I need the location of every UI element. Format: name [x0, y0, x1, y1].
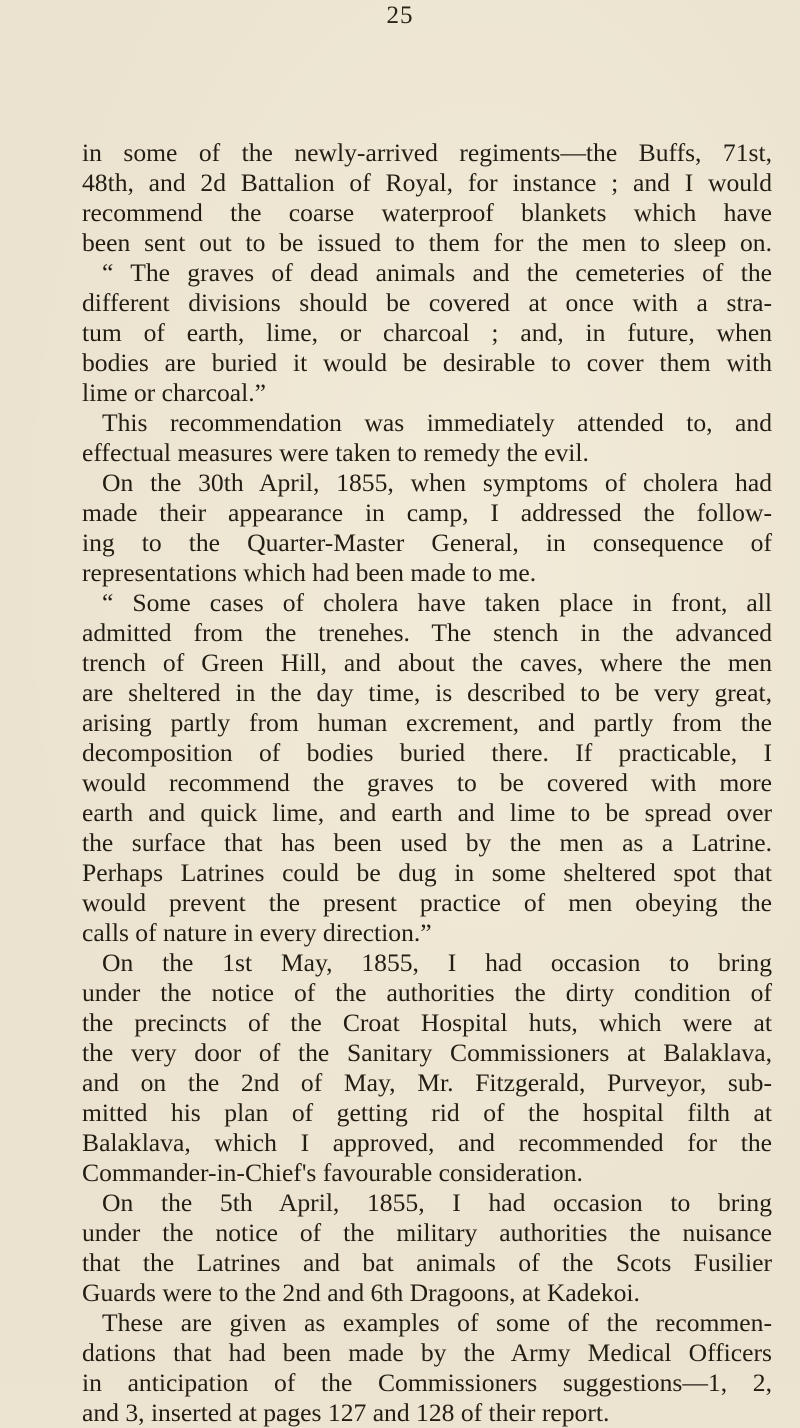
text-line: effectual measures were taken to remedy the evil. — [82, 438, 589, 467]
text-line: Commander-in-Chief's favourable consideration. — [82, 1158, 583, 1187]
text-line: mitted his plan of getting rid of the hospital filth at — [82, 1098, 772, 1127]
text-line: in anticipation of the Commissioners suggestions—1, 2, — [82, 1368, 772, 1397]
text-line: Guards were to the 2nd and 6th Dragoons, at Kadekoi. — [82, 1278, 640, 1307]
text-line: This recommendation was immediately attended to, and — [102, 408, 772, 437]
text-line: and on the 2nd of May, Mr. Fitzgerald, Purveyor, sub- — [82, 1068, 772, 1097]
text-line: “ Some cases of cholera have taken place in front, all — [102, 588, 772, 617]
text-line: ing to the Quarter-Master General, in consequence of — [82, 528, 772, 557]
text-line: recommend the coarse waterproof blankets which have — [82, 198, 772, 227]
page-number: 25 — [386, 2, 414, 29]
text-line: calls of nature in every direction.” — [82, 918, 432, 947]
text-line: in some of the newly-arrived regiments—the Buffs, 71st, — [82, 138, 772, 167]
text-line: trench of Green Hill, and about the caves, where the men — [82, 648, 772, 677]
text-line: bodies are buried it would be desirable to cover them with — [82, 348, 772, 377]
text-line: would recommend the graves to be covered with more — [82, 768, 772, 797]
text-line: different divisions should be covered at once with a stra- — [82, 288, 772, 317]
text-line: lime or charcoal.” — [82, 378, 267, 407]
text-line: made their appearance in camp, I addressed the follow- — [82, 498, 772, 527]
text-line: tum of earth, lime, or charcoal ; and, in future, when — [82, 318, 772, 347]
text-line: dations that had been made by the Army Medical Officers — [82, 1338, 772, 1367]
text-line: been sent out to be issued to them for the men to sleep on. — [82, 228, 772, 257]
text-line: that the Latrines and bat animals of the Scots Fusilier — [82, 1248, 772, 1277]
text-line: representations which had been made to me. — [82, 558, 537, 587]
text-line: are sheltered in the day time, is described to be very great, — [82, 678, 772, 707]
text-line: 48th, and 2d Battalion of Royal, for instance ; and I would — [82, 168, 772, 197]
text-line: “ The graves of dead animals and the cemeteries of the — [102, 258, 772, 287]
text-line: under the notice of the authorities the dirty condition of — [82, 978, 772, 1007]
text-line: On the 30th April, 1855, when symptoms of cholera had — [102, 468, 772, 497]
text-line: Balaklava, which I approved, and recommended for the — [82, 1128, 772, 1157]
text-line: decomposition of bodies buried there. If practicable, I — [82, 738, 772, 767]
text-line: On the 1st May, 1855, I had occasion to bring — [102, 948, 772, 977]
text-line: would prevent the present practice of men obeying the — [82, 888, 772, 917]
text-line: Perhaps Latrines could be dug in some sheltered spot that — [82, 858, 772, 887]
text-line: These are given as examples of some of the recommen- — [102, 1308, 772, 1337]
text-line: under the notice of the military authorities the nuisance — [82, 1218, 772, 1247]
text-line: On the 5th April, 1855, I had occasion to bring — [102, 1188, 772, 1217]
text-line: the precincts of the Croat Hospital huts, which were at — [82, 1008, 772, 1037]
text-line: the very door of the Sanitary Commissioners at Balaklava, — [82, 1038, 772, 1067]
text-line: and 3, inserted at pages 127 and 128 of their report. — [82, 1398, 610, 1427]
text-line: earth and quick lime, and earth and lime to be spread over — [82, 798, 772, 827]
text-line: admitted from the trenehes. The stench in the advanced — [82, 618, 772, 647]
text-line: the surface that has been used by the men as a Latrine. — [82, 828, 772, 857]
text-line: arising partly from human excrement, and partly from the — [82, 708, 772, 737]
